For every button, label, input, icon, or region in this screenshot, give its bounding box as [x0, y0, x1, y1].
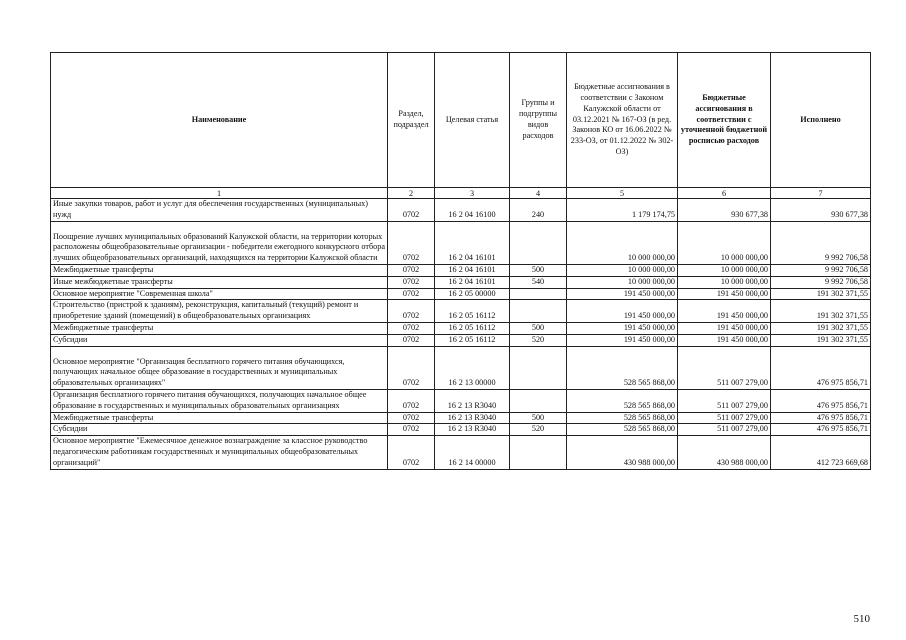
- row-assign-law: 528 565 868,00: [567, 346, 678, 389]
- row-assign-law: 528 565 868,00: [567, 412, 678, 424]
- row-group: 520: [510, 334, 567, 346]
- row-group: 520: [510, 424, 567, 436]
- row-target: 16 2 13 R3040: [435, 424, 510, 436]
- row-group: 500: [510, 412, 567, 424]
- row-assign-refined: 930 677,38: [678, 199, 771, 222]
- column-number: 7: [771, 188, 871, 199]
- row-assign-law: 528 565 868,00: [567, 389, 678, 412]
- row-section: 0702: [388, 288, 435, 300]
- row-assign-law: 191 450 000,00: [567, 288, 678, 300]
- table-row: [51, 300, 871, 323]
- table-row: [51, 389, 871, 412]
- row-assign-law: 10 000 000,00: [567, 221, 678, 264]
- row-target: 16 2 04 16100: [435, 199, 510, 222]
- row-executed: 9 992 706,58: [771, 276, 871, 288]
- row-target: 16 2 13 R3040: [435, 389, 510, 412]
- row-assign-refined: 511 007 279,00: [678, 424, 771, 436]
- row-assign-refined: 191 450 000,00: [678, 322, 771, 334]
- row-target: 16 2 04 16101: [435, 264, 510, 276]
- header-executed: Исполнено: [771, 53, 871, 188]
- row-target: 16 2 14 00000: [435, 436, 510, 469]
- row-target: 16 2 05 16112: [435, 334, 510, 346]
- budget-table: [50, 52, 871, 470]
- row-executed: 9 992 706,58: [771, 264, 871, 276]
- table-row: [51, 199, 871, 222]
- table-row: [51, 264, 871, 276]
- row-assign-law: 10 000 000,00: [567, 264, 678, 276]
- table-row: [51, 346, 871, 389]
- row-name: Межбюджетные трансферты: [51, 412, 388, 424]
- row-section: 0702: [388, 322, 435, 334]
- column-number: 5: [567, 188, 678, 199]
- row-group: 240: [510, 199, 567, 222]
- row-executed: 930 677,38: [771, 199, 871, 222]
- row-executed: 476 975 856,71: [771, 346, 871, 389]
- row-executed: 191 302 371,55: [771, 334, 871, 346]
- column-number: 6: [678, 188, 771, 199]
- header-assign-law: Бюджетные ассигнования в соответствии с Законом Калужской области от 03.12.2021 № 167-ОЗ (в ред. Законов КО от 16.06.2022 № 233-ОЗ, от 01.12.2022 № 302-ОЗ): [567, 53, 678, 188]
- table-row: [51, 424, 871, 436]
- row-section: 0702: [388, 436, 435, 469]
- table-row: [51, 334, 871, 346]
- row-group: [510, 288, 567, 300]
- row-section: 0702: [388, 424, 435, 436]
- header-target: Целевая статья: [435, 53, 510, 188]
- row-group: 540: [510, 276, 567, 288]
- row-name: Основное мероприятие "Организация бесплатного горячего питания обучающихся, получающих начальное общее образование в государственных и муниципальных образовательных организациях": [51, 346, 388, 389]
- row-section: 0702: [388, 412, 435, 424]
- row-executed: 191 302 371,55: [771, 322, 871, 334]
- row-target: 16 2 05 16112: [435, 322, 510, 334]
- row-name: Межбюджетные трансферты: [51, 264, 388, 276]
- row-executed: 191 302 371,55: [771, 288, 871, 300]
- header-assign-refined: Бюджетные ассигнования в соответствии с уточненной бюджетной росписью расходов: [678, 53, 771, 188]
- header-section: Раздел, подраздел: [388, 53, 435, 188]
- row-executed: 191 302 371,55: [771, 300, 871, 323]
- row-name: Основное мероприятие "Ежемесячное денежное вознаграждение за классное руководство педагогическим работникам государственных и муниципальных общеобразовательных организаций": [51, 436, 388, 469]
- row-executed: 476 975 856,71: [771, 389, 871, 412]
- row-assign-law: 191 450 000,00: [567, 300, 678, 323]
- column-number: 1: [51, 188, 388, 199]
- page-number: 510: [853, 613, 870, 625]
- table-row: [51, 221, 871, 264]
- row-assign-law: 191 450 000,00: [567, 322, 678, 334]
- row-executed: 9 992 706,58: [771, 221, 871, 264]
- row-section: 0702: [388, 389, 435, 412]
- row-name: Иные межбюджетные трансферты: [51, 276, 388, 288]
- table-row: [51, 322, 871, 334]
- column-numbers-row: [51, 188, 871, 199]
- row-group: [510, 300, 567, 323]
- row-name: Поощрение лучших муниципальных образований Калужской области, на территории которых расположены общеобразовательные организации - победители ежегодного конкурсного отбора лучших общеобразовательных организаций, находящихся на территории Калужской области: [51, 221, 388, 264]
- row-name: Субсидии: [51, 424, 388, 436]
- row-name: Основное мероприятие "Современная школа": [51, 288, 388, 300]
- row-assign-law: 10 000 000,00: [567, 276, 678, 288]
- row-name: Строительство (пристрой к зданиям), реконструкция, капитальный (текущий) ремонт и приобретение зданий (помещений) в общеобразовательных организациях: [51, 300, 388, 323]
- row-group: [510, 221, 567, 264]
- row-section: 0702: [388, 264, 435, 276]
- row-target: 16 2 05 00000: [435, 288, 510, 300]
- row-group: [510, 346, 567, 389]
- row-name: Межбюджетные трансферты: [51, 322, 388, 334]
- row-assign-law: 430 988 000,00: [567, 436, 678, 469]
- row-executed: 412 723 669,68: [771, 436, 871, 469]
- table-row: [51, 412, 871, 424]
- row-assign-law: 528 565 868,00: [567, 424, 678, 436]
- row-assign-refined: 10 000 000,00: [678, 264, 771, 276]
- table-row: [51, 436, 871, 469]
- row-assign-refined: 511 007 279,00: [678, 389, 771, 412]
- row-executed: 476 975 856,71: [771, 424, 871, 436]
- row-group: [510, 436, 567, 469]
- row-assign-law: 191 450 000,00: [567, 334, 678, 346]
- row-group: 500: [510, 264, 567, 276]
- row-name: Субсидии: [51, 334, 388, 346]
- row-section: 0702: [388, 334, 435, 346]
- row-target: 16 2 13 00000: [435, 346, 510, 389]
- row-group: [510, 389, 567, 412]
- header-row: [51, 53, 871, 188]
- row-assign-refined: 191 450 000,00: [678, 288, 771, 300]
- row-target: 16 2 05 16112: [435, 300, 510, 323]
- row-assign-refined: 191 450 000,00: [678, 300, 771, 323]
- row-name: Иные закупки товаров, работ и услуг для обеспечения государственных (муниципальных) нужд: [51, 199, 388, 222]
- row-assign-refined: 511 007 279,00: [678, 412, 771, 424]
- row-executed: 476 975 856,71: [771, 412, 871, 424]
- row-section: 0702: [388, 346, 435, 389]
- column-number: 2: [388, 188, 435, 199]
- row-section: 0702: [388, 199, 435, 222]
- row-target: 16 2 13 R3040: [435, 412, 510, 424]
- row-name: Организация бесплатного горячего питания обучающихся, получающих начальное общее образование в государственных и муниципальных образовательных организациях: [51, 389, 388, 412]
- table-row: [51, 276, 871, 288]
- row-assign-refined: 10 000 000,00: [678, 276, 771, 288]
- row-assign-refined: 191 450 000,00: [678, 334, 771, 346]
- row-section: 0702: [388, 221, 435, 264]
- row-target: 16 2 04 16101: [435, 276, 510, 288]
- row-group: 500: [510, 322, 567, 334]
- column-number: 4: [510, 188, 567, 199]
- row-assign-refined: 10 000 000,00: [678, 221, 771, 264]
- row-assign-refined: 430 988 000,00: [678, 436, 771, 469]
- column-number: 3: [435, 188, 510, 199]
- header-name: Наименование: [51, 53, 388, 188]
- row-assign-refined: 511 007 279,00: [678, 346, 771, 389]
- row-section: 0702: [388, 276, 435, 288]
- row-section: 0702: [388, 300, 435, 323]
- header-groups: Группы и подгруппы видов расходов: [510, 53, 567, 188]
- row-assign-law: 1 179 174,75: [567, 199, 678, 222]
- row-target: 16 2 04 16101: [435, 221, 510, 264]
- table-row: [51, 288, 871, 300]
